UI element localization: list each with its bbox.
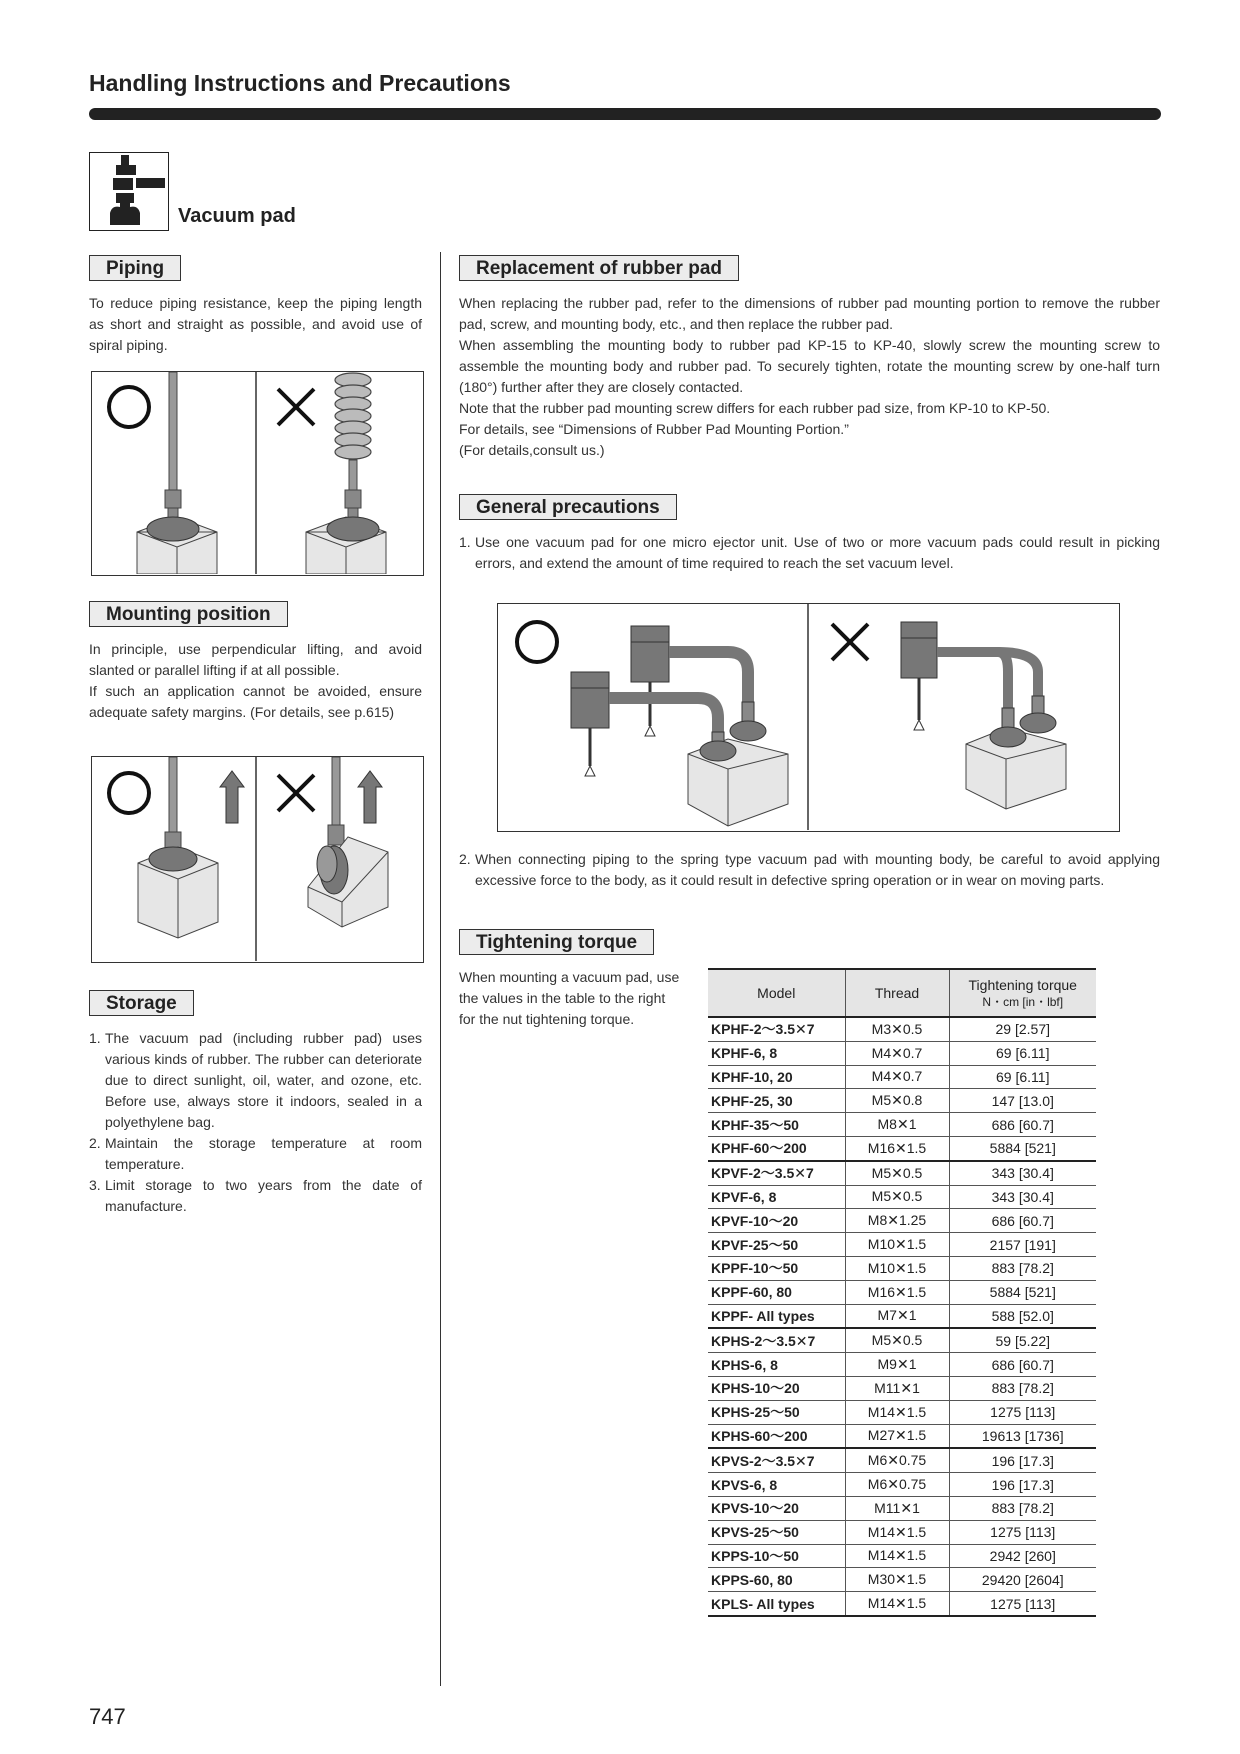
model-cell: KPVS-6, 8 (708, 1473, 845, 1497)
storage-item-number: 2. (89, 1135, 101, 1151)
torque-cell: 686 [60.7] (949, 1353, 1096, 1377)
thread-cell: M16✕1.5 (845, 1280, 949, 1304)
thread-cell: M14✕1.5 (845, 1400, 949, 1424)
up-arrow-icon (358, 771, 382, 823)
table-row (708, 1161, 1096, 1185)
table-row (708, 1568, 1096, 1592)
general-item-1 (459, 532, 1160, 574)
torque-cell: 196 [17.3] (949, 1473, 1096, 1497)
model-cell: KPPF-10～50 (708, 1256, 845, 1280)
header-torque (949, 969, 1096, 1017)
table-row (708, 1520, 1096, 1544)
cross-ng-icon (832, 624, 868, 660)
thread-cell: M3✕0.5 (845, 1017, 949, 1041)
storage-item-text: Maintain the storage temperature at room temperature. (105, 1135, 422, 1172)
thread-cell: M4✕0.7 (845, 1041, 949, 1065)
thread-cell: M8✕1 (845, 1113, 949, 1137)
model-cell: KPLS- All types (708, 1592, 845, 1616)
table-row (708, 1424, 1096, 1448)
table-row (708, 1233, 1096, 1257)
table-row (708, 1185, 1096, 1209)
thread-cell: M14✕1.5 (845, 1544, 949, 1568)
torque-cell: 883 [78.2] (949, 1256, 1096, 1280)
thread-cell: M7✕1 (845, 1304, 949, 1328)
table-row (708, 1113, 1096, 1137)
replacement-line: (For details,consult us.) (459, 442, 605, 458)
replacement-line: When assembling the mounting body to rubber pad KP-15 to KP-40, slowly screw the mounting screw to assemble the mounting body and rubber pad. To securely tighten, rotate the mounting screw by one-half turn (180°) further after they are closely contacted. (459, 337, 1160, 395)
torque-cell: 588 [52.0] (949, 1304, 1096, 1328)
title-divider-bar (89, 108, 1161, 120)
up-arrow-icon (220, 771, 244, 823)
table-row (708, 1328, 1096, 1352)
circle-ok-icon (109, 773, 149, 813)
torque-cell: 2942 [260] (949, 1544, 1096, 1568)
torque-cell: 883 [78.2] (949, 1496, 1096, 1520)
storage-item-text: Limit storage to two years from the date of manufacture. (105, 1177, 422, 1214)
thread-cell: M11✕1 (845, 1376, 949, 1400)
model-cell: KPVF-2～3.5✕7 (708, 1161, 845, 1185)
tightening-torque-text: When mounting a vacuum pad, use the values in the table to the right for the nut tightening torque. (459, 969, 680, 1027)
model-cell: KPHS-6, 8 (708, 1353, 845, 1377)
torque-cell: 1275 [113] (949, 1400, 1096, 1424)
thread-cell: M5✕0.5 (845, 1328, 949, 1352)
mounting-position-figure (91, 756, 424, 963)
model-cell: KPPS-60, 80 (708, 1568, 845, 1592)
torque-cell: 5884 [521] (949, 1136, 1096, 1160)
piping-figure (91, 371, 424, 576)
thread-cell: M6✕0.75 (845, 1473, 949, 1497)
torque-cell: 343 [30.4] (949, 1161, 1096, 1185)
torque-cell: 29 [2.57] (949, 1017, 1096, 1041)
table-row (708, 1256, 1096, 1280)
torque-cell: 69 [6.11] (949, 1065, 1096, 1089)
piping-heading: Piping (89, 255, 181, 281)
torque-cell: 69 [6.11] (949, 1041, 1096, 1065)
model-cell: KPHF-6, 8 (708, 1041, 845, 1065)
table-row (708, 1592, 1096, 1616)
table-row (708, 1544, 1096, 1568)
storage-item (89, 1028, 422, 1133)
thread-cell: M11✕1 (845, 1496, 949, 1520)
table-row (708, 1400, 1096, 1424)
thread-cell: M14✕1.5 (845, 1592, 949, 1616)
table-row (708, 1065, 1096, 1089)
cross-ng-icon (278, 775, 314, 811)
torque-cell: 19613 [1736] (949, 1424, 1096, 1448)
circle-ok-icon (517, 622, 557, 662)
model-cell: KPVS-10～20 (708, 1496, 845, 1520)
torque-table-header-row (708, 969, 1096, 1017)
thread-cell: M6✕0.75 (845, 1448, 949, 1472)
circle-ok-icon (109, 387, 149, 427)
thread-cell: M8✕1.25 (845, 1209, 949, 1233)
thread-cell: M9✕1 (845, 1353, 949, 1377)
storage-item-text: The vacuum pad (including rubber pad) uses various kinds of rubber. The rubber can deteriorate due to direct sunlight, oil, water, and ozone, etc. Before use, always store it indoors, sealed in a polyethylene bag. (105, 1030, 422, 1130)
storage-item (89, 1175, 422, 1217)
mounting-line-1: In principle, use perpendicular lifting, and avoid slanted or parallel lifting if at all possible. (89, 641, 422, 678)
model-cell: KPVS-2～3.5✕7 (708, 1448, 845, 1472)
table-row (708, 1496, 1096, 1520)
mounting-line-2: If such an application cannot be avoided, ensure adequate safety margins. (For details, see p.615) (89, 683, 422, 720)
model-cell: KPHF-60～200 (708, 1136, 845, 1160)
table-row (708, 1353, 1096, 1377)
header-model: Model (708, 969, 845, 1017)
general-list-item (459, 849, 1160, 891)
model-cell: KPPF- All types (708, 1304, 845, 1328)
header-thread: Thread (845, 969, 949, 1017)
torque-cell: 2157 [191] (949, 1233, 1096, 1257)
table-row (708, 1089, 1096, 1113)
table-row (708, 1017, 1096, 1041)
model-cell: KPVS-25～50 (708, 1520, 845, 1544)
storage-item-number: 1. (89, 1030, 101, 1046)
piping-text: To reduce piping resistance, keep the piping length as short and straight as possible, and avoid use of spiral piping. (89, 295, 422, 353)
model-cell: KPVF-25～50 (708, 1233, 845, 1257)
general-precautions-figure (497, 603, 1120, 832)
table-row (708, 1448, 1096, 1472)
thread-cell: M5✕0.5 (845, 1185, 949, 1209)
table-row (708, 1280, 1096, 1304)
general-item-number: 2. (459, 851, 471, 867)
model-cell: KPHF-2～3.5✕7 (708, 1017, 845, 1041)
thread-cell: M14✕1.5 (845, 1520, 949, 1544)
model-cell: KPVF-10～20 (708, 1209, 845, 1233)
model-cell: KPVF-6, 8 (708, 1185, 845, 1209)
column-divider (440, 252, 441, 1686)
model-cell: KPPF-60, 80 (708, 1280, 845, 1304)
model-cell: KPHS-2～3.5✕7 (708, 1328, 845, 1352)
storage-heading: Storage (89, 990, 194, 1016)
mounting-position-text (89, 639, 422, 723)
torque-cell: 196 [17.3] (949, 1448, 1096, 1472)
thread-cell: M16✕1.5 (845, 1136, 949, 1160)
general-item-text: When connecting piping to the spring type vacuum pad with mounting body, be careful to avoid applying excessive force to the body, as it could result in defective spring operation or in wear on moving parts. (475, 851, 1160, 888)
replacement-text (459, 293, 1160, 461)
torque-cell: 147 [13.0] (949, 1089, 1096, 1113)
table-row (708, 1136, 1096, 1160)
mounting-position-heading: Mounting position (89, 601, 288, 627)
cross-ng-icon (278, 389, 314, 425)
model-cell: KPPS-10～50 (708, 1544, 845, 1568)
storage-item-number: 3. (89, 1177, 101, 1193)
storage-item (89, 1133, 422, 1175)
table-row (708, 1376, 1096, 1400)
model-cell: KPHF-10, 20 (708, 1065, 845, 1089)
torque-cell: 686 [60.7] (949, 1209, 1096, 1233)
thread-cell: M10✕1.5 (845, 1233, 949, 1257)
torque-cell: 29420 [2604] (949, 1568, 1096, 1592)
replacement-line: For details, see “Dimensions of Rubber Pad Mounting Portion.” (459, 421, 849, 437)
table-row (708, 1209, 1096, 1233)
storage-list (89, 1028, 422, 1217)
torque-cell: 686 [60.7] (949, 1113, 1096, 1137)
torque-cell: 883 [78.2] (949, 1376, 1096, 1400)
table-row (708, 1304, 1096, 1328)
torque-cell: 5884 [521] (949, 1280, 1096, 1304)
torque-cell: 343 [30.4] (949, 1185, 1096, 1209)
model-cell: KPHS-25～50 (708, 1400, 845, 1424)
section-title: Vacuum pad (178, 205, 296, 227)
thread-cell: M30✕1.5 (845, 1568, 949, 1592)
replacement-heading: Replacement of rubber pad (459, 255, 739, 281)
general-item-text: Use one vacuum pad for one micro ejector unit. Use of two or more vacuum pads could result in picking errors, and extend the amount of time required to reach the set vacuum level. (475, 534, 1160, 571)
general-precautions-heading: General precautions (459, 494, 677, 520)
vacuum-pad-section-icon (89, 152, 169, 231)
page-title: Handling Instructions and Precautions (89, 70, 511, 96)
thread-cell: M10✕1.5 (845, 1256, 949, 1280)
header-torque-unit: N・cm [in・lbf] (982, 994, 1064, 1009)
model-cell: KPHS-10～20 (708, 1376, 845, 1400)
tightening-torque-heading: Tightening torque (459, 929, 654, 955)
thread-cell: M5✕0.5 (845, 1161, 949, 1185)
model-cell: KPHF-25, 30 (708, 1089, 845, 1113)
header-torque-label: Tightening torque (968, 976, 1077, 993)
page-number: 747 (89, 1704, 126, 1729)
torque-cell: 1275 [113] (949, 1592, 1096, 1616)
thread-cell: M4✕0.7 (845, 1065, 949, 1089)
replacement-line: Note that the rubber pad mounting screw differs for each rubber pad size, from KP-10 to KP-50. (459, 400, 1051, 416)
table-row (708, 1041, 1096, 1065)
general-item-number: 1. (459, 534, 471, 550)
model-cell: KPHF-35～50 (708, 1113, 845, 1137)
table-row (708, 1473, 1096, 1497)
general-item-2 (459, 849, 1160, 891)
general-list-item (459, 532, 1160, 574)
torque-cell: 59 [5.22] (949, 1328, 1096, 1352)
thread-cell: M27✕1.5 (845, 1424, 949, 1448)
replacement-line: When replacing the rubber pad, refer to the dimensions of rubber pad mounting portion to remove the rubber pad, screw, and mounting body, etc., and then replace the rubber pad. (459, 295, 1160, 332)
thread-cell: M5✕0.8 (845, 1089, 949, 1113)
torque-cell: 1275 [113] (949, 1520, 1096, 1544)
torque-table (708, 968, 1096, 1617)
model-cell: KPHS-60～200 (708, 1424, 845, 1448)
